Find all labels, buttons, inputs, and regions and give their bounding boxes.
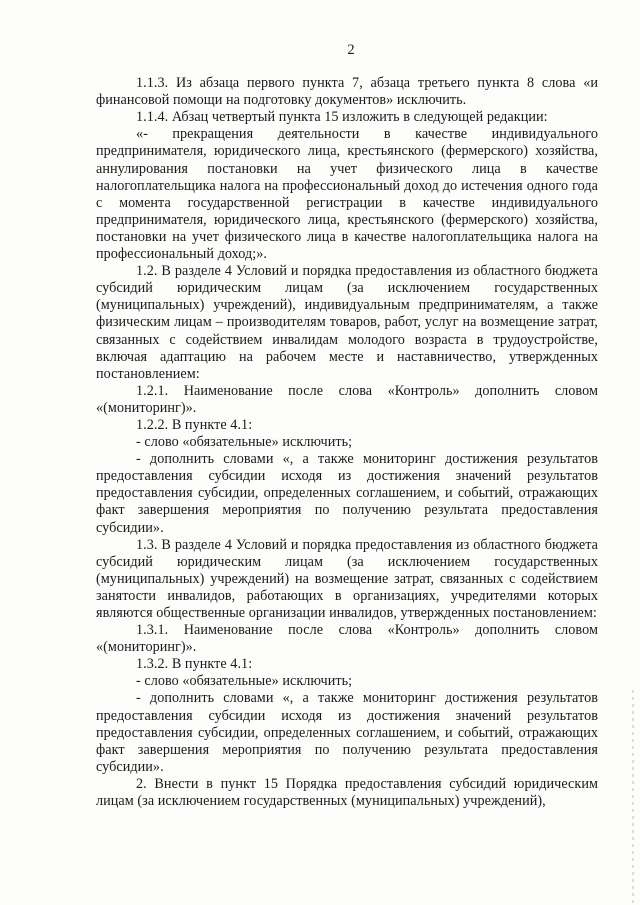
paragraph-1-2: 1.2. В разделе 4 Условий и порядка предоставления из областного бюджета субсидий юридическим лицам (за исключением государственных (муниципальных) учреждений), индивидуальным предпринимателям, а также физическим лицам – производителям товаров, работ, услуг на возмещение затрат, связанных с содействием инвалидам молодого возраста в трудоустройстве, включая адаптацию на рабочем месте и наставничество, утвержденных постановлением: xyxy=(96,263,598,382)
paragraph-1-3: 1.3. В разделе 4 Условий и порядка предоставления из областного бюджета субсидий юридическим лицам (за исключением государственных (муниципальных) учреждений) на возмещение затрат, связанных с содействием занятости инвалидов, работающих в организациях, учредителями которых являются общественные организации инвалидов, утвержденных постановлением: xyxy=(96,536,598,621)
paragraph-1-2-2-item-2: - дополнить словами «, а также мониторинг достижения результатов предоставления субсидии исходя из достижения значений результатов предоставления субсидии, определенных соглашением, и событий, отражающих факт завершения мероприятия по получению результата предоставления субсидии». xyxy=(96,451,598,536)
paragraph-1-3-2-item-1: - слово «обязательные» исключить; xyxy=(136,673,353,690)
paragraph-1-2-1: 1.2.1. Наименование после слова «Контроль» дополнить словом «(мониторинг)». xyxy=(96,382,598,416)
paragraph-1-2-2: 1.2.2. В пункте 4.1: xyxy=(136,416,253,433)
paragraph-quoted-amendment: «- прекращения деятельности в качестве индивидуального предпринимателя, юридического лица, крестьянского (фермерского) хозяйства, аннулирования постановки на учет физического лица в качестве налогоплательщика налога на профессиональный доход до истечения одного года с момента государственной регистрации в качестве индивидуального предпринимателя, юридического лица, крестьянского (фермерского) хозяйства, постановки на учет физического лица в качестве налогоплательщика налога на профессиональный доход;». xyxy=(96,126,598,263)
document-page xyxy=(96,42,598,810)
paragraph-2: 2. Внести в пункт 15 Порядка предоставления субсидий юридическим лицам (за исключением государственных (муниципальных) учреждений), xyxy=(96,775,598,810)
scan-edge-artifact xyxy=(632,690,634,905)
paragraph-1-1-4: 1.1.4. Абзац четвертый пункта 15 изложить в следующей редакции: xyxy=(136,109,548,126)
paragraph-1-3-1: 1.3.1. Наименование после слова «Контроль» дополнить словом «(мониторинг)». xyxy=(96,622,598,656)
paragraph-1-2-2-item-1: - слово «обязательные» исключить; xyxy=(136,434,353,451)
paragraph-1-1-3: 1.1.3. Из абзаца первого пункта 7, абзаца третьего пункта 8 слова «и финансовой помощи на подготовку документов» исключить. xyxy=(96,75,598,109)
page-number: 2 xyxy=(347,42,355,58)
paragraph-1-3-2-item-2: - дополнить словами «, а также мониторинг достижения результатов предоставления субсидии исходя из достижения значений результатов предоставления субсидии, определенных соглашением, и событий, отражающих факт завершения мероприятия по получению результата предоставления субсидии». xyxy=(96,690,598,775)
paragraph-1-3-2: 1.3.2. В пункте 4.1: xyxy=(136,656,253,673)
